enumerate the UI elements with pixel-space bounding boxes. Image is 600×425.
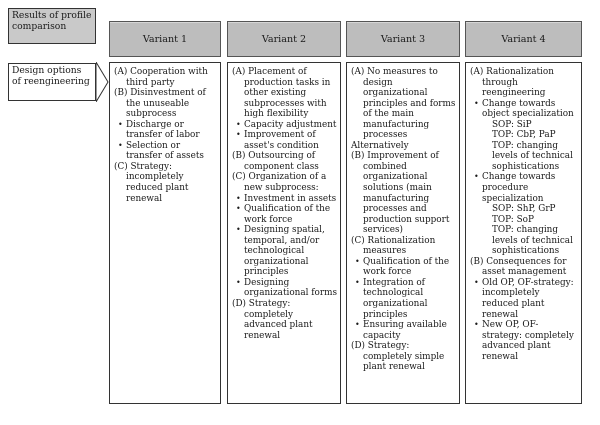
lettered-item: (B) Consequences for asset management <box>470 256 567 278</box>
variant-2-cell <box>227 62 341 404</box>
lettered-item: (B) Improvement of combined organizational solutions (main manufacturing processes and production support services) <box>351 151 450 236</box>
bullet-item: • Old OP, OF-strategy: incompletely reduced plant renewal <box>470 278 578 320</box>
bullet-item: • Designing organizational forms <box>232 278 337 299</box>
bullet-item: • Capacity adjustment <box>232 120 337 131</box>
bullet-item: • New OP, OF-strategy: completely advanced plant renewal <box>470 320 578 362</box>
detail-line: SOP: SiP <box>492 119 532 130</box>
lettered-item: (B) Disinvestment of the unuseable subprocess <box>114 88 206 120</box>
bullet-item: • Designing spatial, temporal, and/or technological organizational principles <box>232 225 337 278</box>
variant-4-header: Variant 4 <box>465 21 582 57</box>
bullet-item: • Investment in assets <box>232 194 337 205</box>
variant-2-header: Variant 2 <box>227 21 341 57</box>
bullet-item: • Ensuring available capacity <box>351 320 456 341</box>
detail-line: TOP: CbP, PaP <box>492 130 556 141</box>
lettered-item: (C) Organization of a new subprocess: <box>232 172 327 194</box>
variant-3-cell <box>346 62 460 404</box>
right-arrow-icon <box>96 62 109 102</box>
results-of-profile-comparison-label: Results of profile comparison <box>8 8 96 44</box>
design-options-label: Design options of reengineering <box>8 63 96 101</box>
bullet-item: • Improvement of asset's condition <box>232 130 337 151</box>
variant-1-header: Variant 1 <box>109 21 221 57</box>
detail-line: TOP: changing levels of technical sophistications <box>492 140 573 172</box>
variant-1-cell <box>109 62 221 404</box>
lettered-item: (A) Cooperation with third party <box>114 67 208 88</box>
lettered-item: (A) No measures to design organizational principles and forms of the main manufacturing processes <box>351 67 456 141</box>
bullet-item: • Change towards procedure specialization <box>470 172 578 204</box>
bullet-item: • Qualification of the work force <box>232 204 337 225</box>
detail-line: TOP: SoP <box>492 214 534 225</box>
lettered-item: (C) Rationalization measures <box>351 235 436 257</box>
plain-line: Alternatively <box>351 140 409 151</box>
lettered-item: (D) Strategy: completely simple plant renewal <box>351 341 445 373</box>
lettered-item: (A) Placement of production tasks in other existing subprocesses with high flexibility <box>232 67 331 120</box>
lettered-item: (A) Rationalization through reengineering <box>470 67 554 99</box>
bullet-item: • Discharge or transfer of labor <box>114 120 217 141</box>
detail-line: TOP: changing levels of technical sophistications <box>492 225 573 257</box>
lettered-item: (B) Outsourcing of component class <box>232 151 319 172</box>
bullet-item: • Change towards object specialization <box>470 99 578 120</box>
variant-4-cell <box>465 62 582 404</box>
bullet-item: • Integration of technological organizational principles <box>351 278 456 320</box>
variant-3-header: Variant 3 <box>346 21 460 57</box>
lettered-item: (C) Strategy: incompletely reduced plant renewal <box>114 161 189 204</box>
detail-line: SOP: ShP, GrP <box>492 204 556 215</box>
bullet-item: • Qualification of the work force <box>351 257 456 278</box>
bullet-item: • Selection or transfer of assets <box>114 141 217 162</box>
lettered-item: (D) Strategy: completely advanced plant renewal <box>232 299 313 341</box>
